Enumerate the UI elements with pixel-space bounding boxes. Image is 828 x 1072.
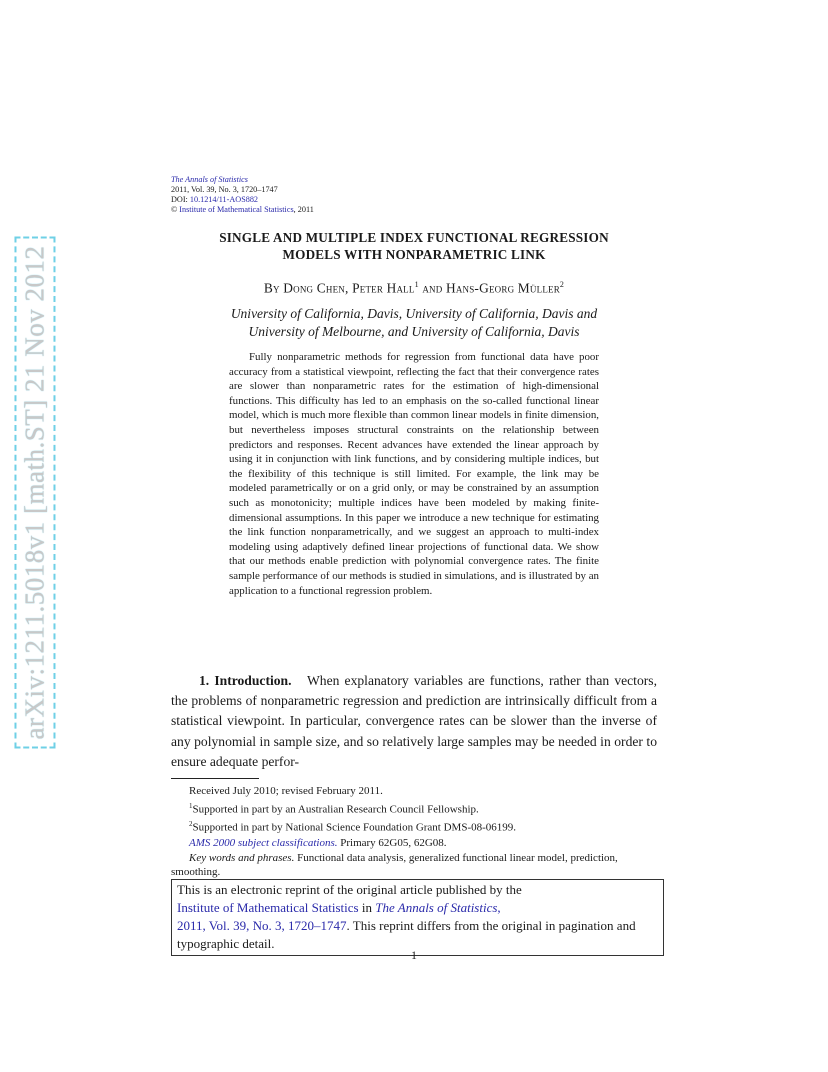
doi-line — [171, 195, 314, 205]
abstract: Fully nonparametric methods for regression from functional data have poor accuracy from a statistical viewpoint, reflecting the fact that their convergence rates are slower than nonparametric rates for the estimation of high-dimensional functions. This difficulty has led to an emphasis on the so-called functional linear model, which is much more flexible than common linear models in finite dimension, but nevertheless imposes structural constraints on the relationship between predictors and responses. Recent advances have extended the linear approach by using it in conjunction with link functions, and by considering multiple indices, but the flexibility of this technique is still limited. For example, the link may be modeled parametrically or on a grid only, or may be constrained by an assumption such as monotonicity; multiple indices have been modeled by making finite-dimensional assumptions. In this paper we introduce a new technique for estimating the link function nonparametrically, and we suggest an approach to multi-index modeling using adaptively defined linear projections of functional data. We show that our methods enable prediction with polynomial convergence rates. The finite sample performance of our methods is studied in simulations, and is illustrated by an application to a functional regression problem. — [229, 351, 599, 597]
footnote-rule — [171, 778, 259, 779]
authors-second: and Hans-Georg Müller — [418, 280, 560, 296]
affiliation-line-1: University of California, Davis, University of California, Davis and — [230, 306, 598, 321]
copyright-year: , 2011 — [293, 205, 314, 214]
reprint-comma: , — [497, 900, 501, 915]
affiliation-line-2: University of Melbourne, and University of California, Davis — [248, 324, 580, 339]
introduction-paragraph — [171, 671, 657, 772]
reprint-institute-link[interactable]: Institute of Mathematical Statistics — [177, 900, 359, 915]
keywords — [171, 851, 657, 881]
journal-volume: 2011, Vol. 39, No. 3, 1720–1747 — [171, 185, 278, 194]
intro-text: When explanatory variables are functions, rather than vectors, the problems of nonparametric regression and prediction are intrinsically difficult from a statistical viewpoint. In particular, convergence rates can be slower than the inverse of any polynomial in sample size, and so relatively large samples may be needed in order to ensure adequate perfor- — [171, 673, 657, 769]
received-note: Received July 2010; revised February 2011. — [189, 785, 383, 797]
keywords-label: Key words and phrases. — [189, 851, 295, 864]
footnote-2-text: Supported in part by National Science Foundation Grant DMS-08-06199. — [192, 821, 517, 834]
page-number: 1 — [411, 950, 417, 962]
authors-first: By Dong Chen, Peter Hall — [263, 280, 415, 296]
paper-title — [171, 229, 657, 263]
copyright-line — [171, 205, 314, 215]
author-line — [171, 280, 657, 296]
reprint-line-1: This is an electronic reprint of the original article published by the — [177, 882, 522, 897]
footnote-2 — [171, 817, 657, 835]
ams-classification — [171, 836, 657, 851]
reprint-rest: . This reprint differs from the original in pagination and typographic detail. — [177, 918, 636, 951]
footnotes — [171, 784, 657, 880]
reprint-citation-link[interactable]: 2011, Vol. 39, No. 3, 1720–1747 — [177, 918, 347, 933]
footnote-1-mark: 1 — [189, 801, 193, 810]
doi-prefix: DOI: — [171, 195, 190, 204]
reprint-in: in — [358, 900, 376, 915]
footnote-2-mark: 2 — [189, 820, 193, 829]
doi-link[interactable]: 10.1214/11-AOS882 — [189, 195, 259, 204]
copyright-icon: © — [171, 205, 178, 214]
title-line-1: SINGLE AND MULTIPLE INDEX FUNCTIONAL REGRESSION — [219, 230, 609, 245]
ams-link[interactable]: AMS 2000 subject classifications. — [189, 836, 338, 849]
author-footnote-2: 2 — [559, 280, 565, 289]
arxiv-stamp — [20, 240, 50, 745]
section-heading: 1. Introduction. — [199, 673, 292, 688]
author-footnote-1: 1 — [414, 280, 419, 289]
reprint-journal-link[interactable]: The Annals of Statistics — [375, 900, 498, 915]
journal-name[interactable]: The Annals of Statistics — [171, 175, 248, 184]
ams-text: Primary 62G05, 62G08. — [337, 836, 447, 849]
institute-link[interactable]: Institute of Mathematical Statistics — [179, 205, 294, 214]
reprint-notice — [171, 879, 664, 956]
footnote-1-text: Supported in part by an Australian Research Council Fellowship. — [192, 803, 479, 816]
footnote-1 — [171, 799, 657, 817]
journal-header — [171, 175, 314, 215]
affiliations — [171, 305, 657, 341]
keywords-text: Functional data analysis, generalized functional linear model, prediction, smoothing. — [171, 851, 618, 879]
arxiv-identifier: arXiv:1211.5018v1 [math.ST] 21 Nov 2012 — [20, 242, 51, 744]
title-line-2: MODELS WITH NONPARAMETRIC LINK — [282, 247, 546, 262]
